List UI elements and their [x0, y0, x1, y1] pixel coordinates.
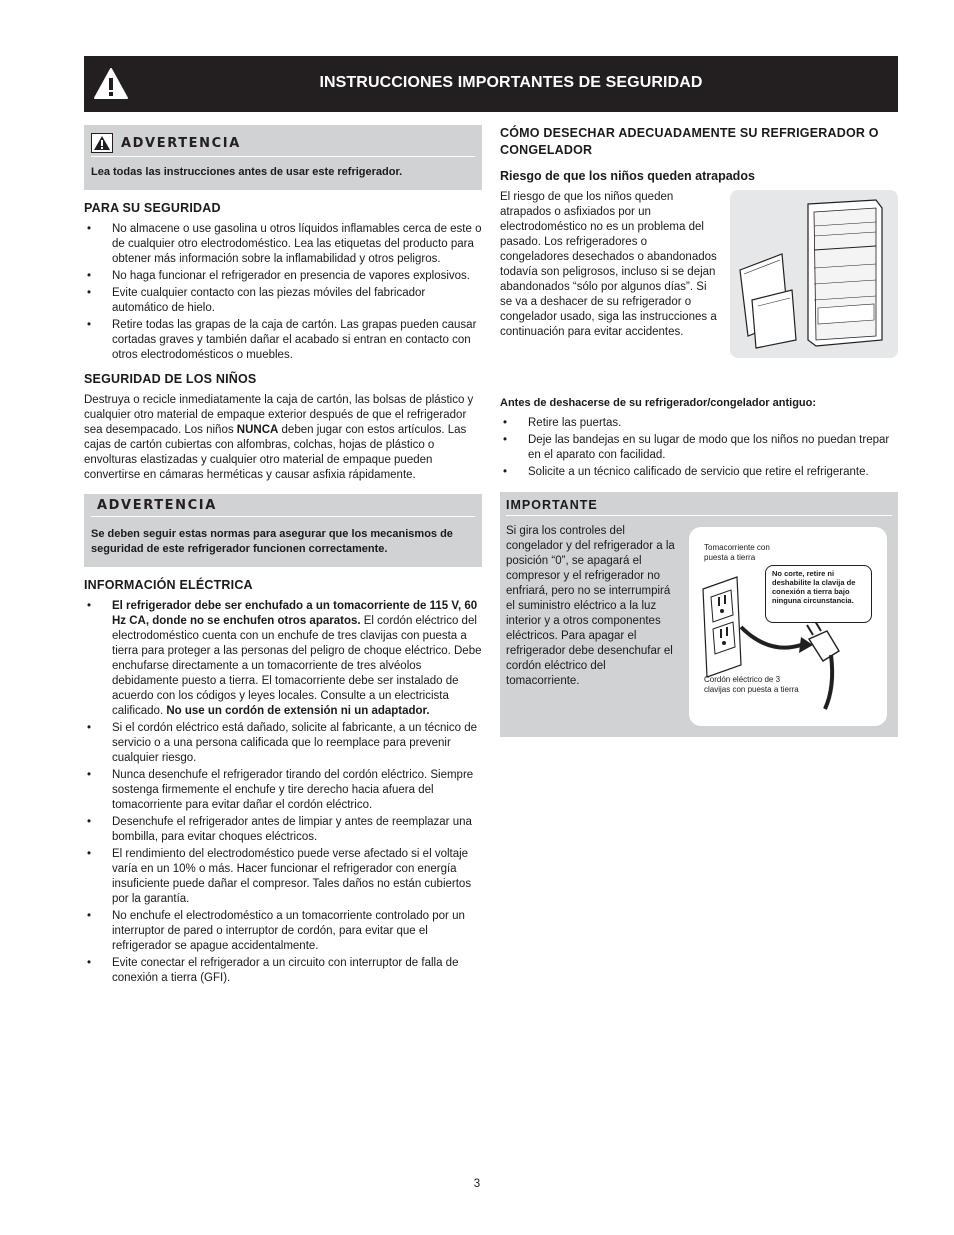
refrigerator-illustration [730, 190, 898, 358]
list-item: • Deje las bandejas en su lugar de modo que los niños no puedan trepar en el aparato con facilidad. [500, 433, 898, 463]
list-item: • Desenchufe el refrigerador antes de limpiar y antes de reemplazar una bombilla, para evitar choques eléctricos. [84, 815, 482, 845]
child-safety-text: Destruya o recicle inmediatamente la caja de cartón, las bolsas de plástico y cualquier otro material de empaque exterior después de que el refrigerador sea desempacado. Los niños NUNCA deben jugar con estos artículos. Las cajas de cartón cubiertas con alfombras, colchas, hojas de plástico o envolturas elastizadas y cualquier otro material de empaque pueden convertirse en cámaras herméticas y causar asfixia rápidamente. [84, 394, 474, 481]
warning-label: ADVERTENCIA [121, 135, 241, 151]
before-disposal-heading: Antes de deshacerse de su refrigerador/congelador antiguo: [500, 397, 817, 409]
list-item: • Retire todas las grapas de la caja de cartón. Las grapas pueden causar cortadas graves y también dañar el acabado si entran en contacto con otros electrodomésticos o muebles. [84, 318, 482, 363]
list-item: • Evite cualquier contacto con las piezas móviles del fabricador automático de hielo. [84, 286, 482, 316]
outlet-plug-icon [689, 527, 887, 726]
safety-list [84, 222, 482, 363]
electrical-list [84, 599, 482, 986]
warning-text: Se deben seguir estas normas para asegurar que los mecanismos de seguridad de este refrigerador funcionen correctamente. [91, 528, 453, 555]
page-title: INSTRUCCIONES IMPORTANTES DE SEGURIDAD [319, 74, 703, 91]
grounding-warning-callout: No corte, retire ni deshabilite la clavija de conexión a tierra bajo ninguna circunstancia. [765, 565, 872, 623]
entrapment-text: El riesgo de que los niños queden atrapados o asfixiados por un electrodoméstico no es un problema del pasado. Los refrigeradores o congeladores desechados o abandonados todavía son peligrosos, incluso si se dejan abandonados “sólo por algunos días”. Si se va a deshacer de su refrigerador o congelador usado, siga las instrucciones a continuación para evitar accidentes. [500, 191, 717, 338]
warning-triangle-icon [91, 133, 113, 153]
left-column [84, 125, 482, 988]
list-item: • Si el cordón eléctrico está dañado, solicite al fabricante, a un técnico de servicio o a una persona calificada que lo reemplace para prevenir cualquier riesgo. [84, 721, 482, 766]
warning-label: ADVERTENCIA [97, 498, 217, 513]
list-item: • El refrigerador debe ser enchufado a un tomacorriente de 115 V, 60 Hz CA, donde no se enchufen otros aparatos. El cordón eléctrico del electrodoméstico cuenta con un enchufe de tres clavijas con puesta a tierra para proteger a las personas del peligro de choque eléctrico. Debe enchufarse directamente a un tomacorriente de tres alvéolos debidamente puesto a tierra. El tomacorriente debe ser instalado de acuerdo con los códigos y leyes locales. Consulte a un electricista calificado. No use un cordón de extensión ni un adaptador. [84, 599, 482, 719]
warning-box-read-instructions [84, 125, 482, 190]
right-column [500, 125, 898, 737]
cord-caption: Cordón eléctrico de 3 clavijas con puesta a tierra [704, 675, 799, 694]
list-item: • Evite conectar el refrigerador a un circuito con interruptor de falla de conexión a tierra (GFI). [84, 956, 482, 986]
safety-heading: PARA SU SEGURIDAD [84, 201, 221, 215]
list-item: • Nunca desenchufe el refrigerador tirando del cordón eléctrico. Siempre sostenga firmemente el enchufe y tire derecho hacia afuera del tomacorriente para evitar dañar el cordón eléctrico. [84, 768, 482, 813]
list-item: • No enchufe el electrodoméstico a un tomacorriente controlado por un interruptor de pared o interruptor de cordón, para evitar que el refrigerador se apague accidentalmente. [84, 909, 482, 954]
warning-heading [91, 133, 475, 157]
warning-heading [91, 498, 475, 517]
disposal-heading: CÓMO DESECHAR ADECUADAMENTE SU REFRIGERADOR O CONGELADOR [500, 126, 879, 157]
entrapment-subheading: Riesgo de que los niños queden atrapados [500, 169, 755, 183]
list-item: • Solicite a un técnico calificado de servicio que retire el refrigerante. [500, 465, 898, 480]
page-number: 3 [473, 1178, 481, 1190]
electrical-heading: INFORMACIÓN ELÉCTRICA [84, 578, 253, 592]
warning-text: Lea todas las instrucciones antes de usar este refrigerador. [91, 166, 403, 178]
refrigerator-doors-removed-icon [730, 190, 898, 358]
entrapment-section [500, 190, 898, 386]
warning-box-safety-mechanisms [84, 494, 482, 567]
important-box [500, 492, 898, 737]
grounded-outlet-illustration [689, 527, 887, 726]
list-item: • Retire las puertas. [500, 416, 898, 431]
list-item: • No almacene o use gasolina u otros líquidos inflamables cerca de este o de cualquier otro electrodoméstico. Lea las etiquetas del producto para obtener más información sobre la inflamabilidad y otros peligros. [84, 222, 482, 267]
important-heading: IMPORTANTE [506, 498, 892, 516]
child-safety-heading: SEGURIDAD DE LOS NIÑOS [84, 372, 257, 386]
before-disposal-list [500, 416, 898, 480]
outlet-caption: Tomacorriente con puesta a tierra [704, 543, 770, 562]
list-item: • No haga funcionar el refrigerador en presencia de vapores explosivos. [84, 269, 482, 284]
list-item: • El rendimiento del electrodoméstico puede verse afectado si el voltaje varía en un 10% o más. Hacer funcionar el refrigerador con energía insuficiente puede dañar el compresor. Tales daños no están cubiertos por la garantía. [84, 847, 482, 907]
important-text: Si gira los controles del congelador y del refrigerador a la posición “0”, se apagará el compresor y el refrigerador no enfriará, pero no se interrumpirá el suministro eléctrico a la luz interior y a otros componentes eléctricos. Para apagar el refrigerador debe desenchufar el cordón eléctrico del tomacorriente. [506, 525, 675, 687]
section-header [84, 56, 898, 112]
